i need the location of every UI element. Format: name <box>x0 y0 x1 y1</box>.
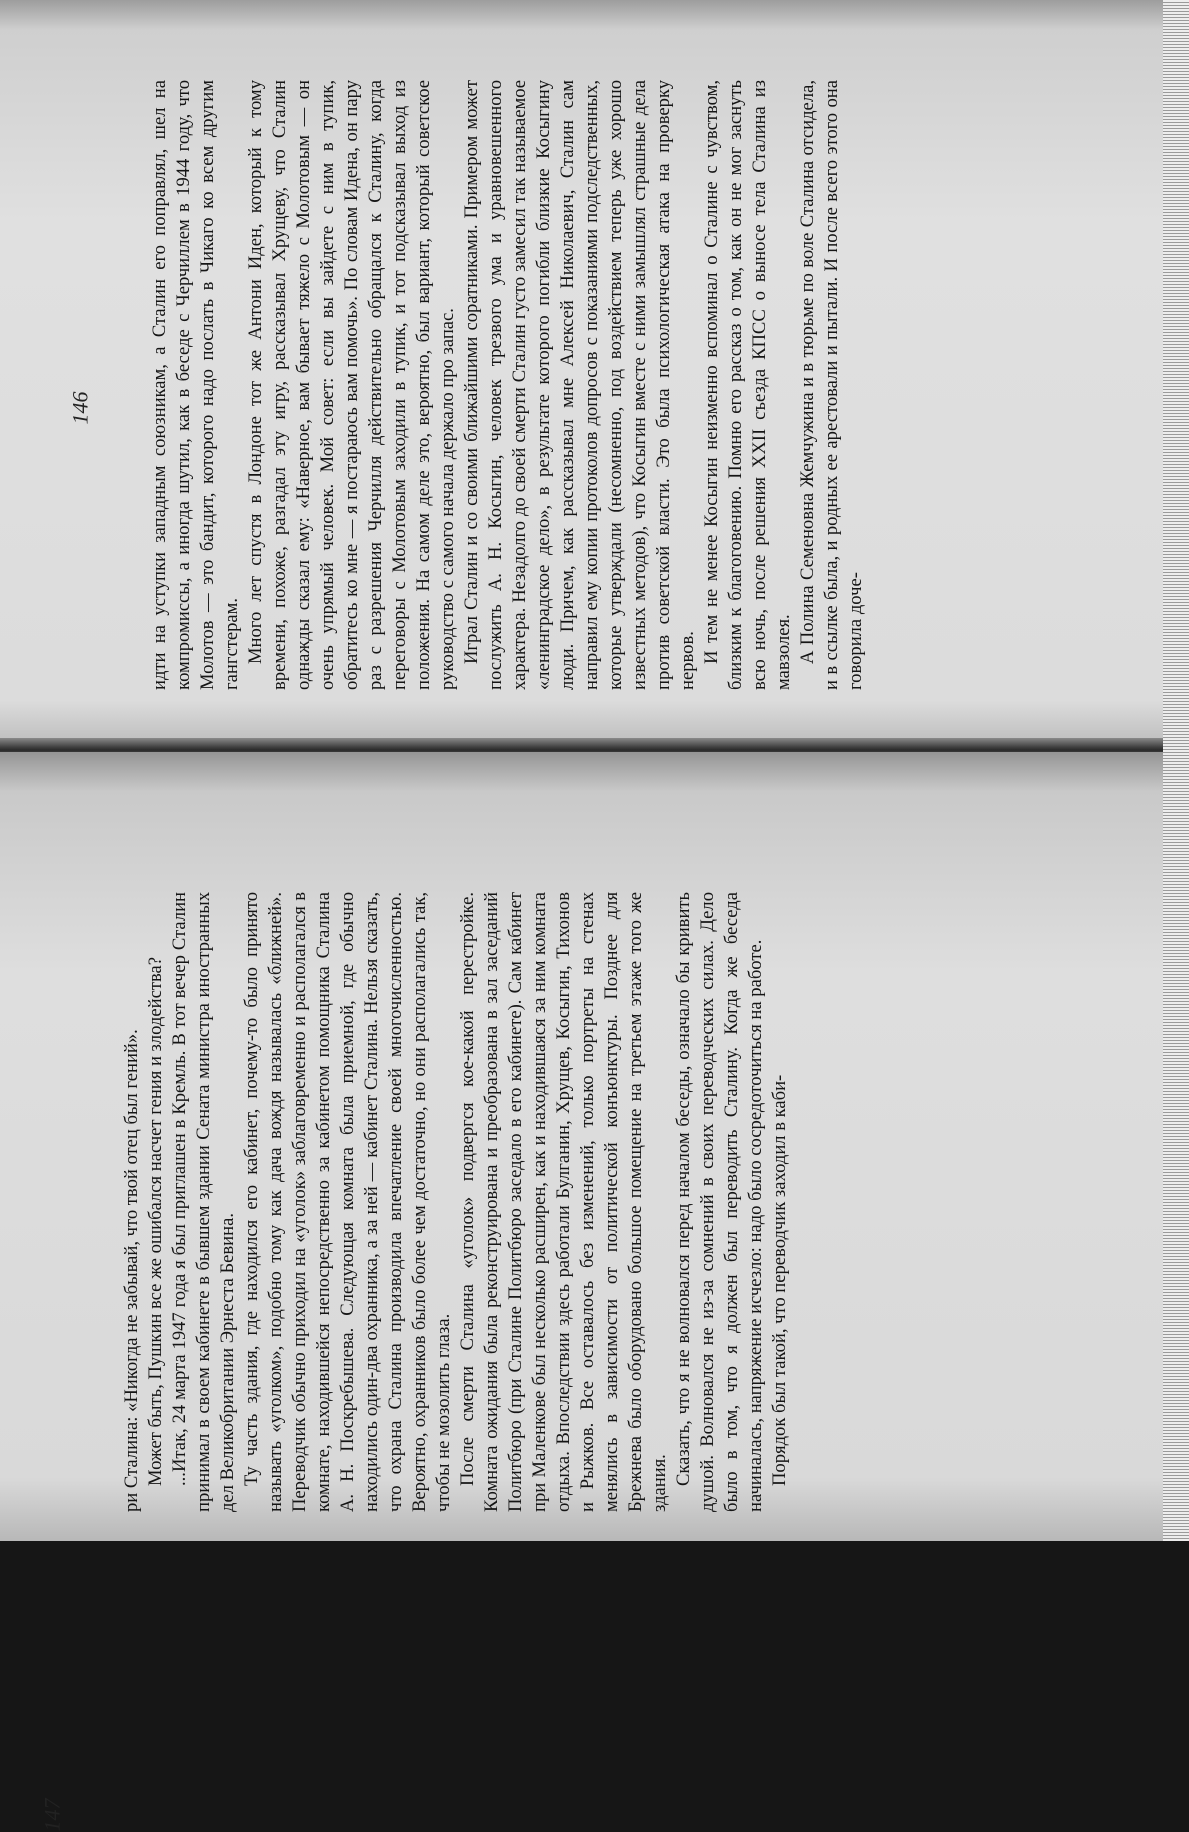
paragraph: Играл Сталин и со своими ближайшими соратниками. Примером может послужить А. Н. Косыгин, человек трезвого ума и уравновешенного характера. Незадолго до своей смерти Сталин густо замесил так называемое «ленинградское дело», в результате которого погибли близкие Косыгину люди. Причем, как рассказывал мне Алексей Николаевич, Сталин сам направил ему копии протоколов допросов с показаниями подследственных, которые утверждали (несомненно, под воздействием теперь уже хорошо известных методов), что Косыгин вместе с ними замышлял страшные дела против советской власти. Это была психологическая атака на проверку нервов. <box>461 80 698 690</box>
paragraph: И тем не менее Косыгин неизменно вспоминал о Сталине с чувством, близким к благоговению. Помню его рассказ о том, как он не мог заснуть всю ночь, после решения XXII съезда КПСС о выносе тела Сталина из мавзолея. <box>701 80 794 690</box>
paragraph: ри Сталина: «Никогда не забывай, что твой отец был гений». <box>121 1029 142 1512</box>
page-edges <box>1163 0 1189 1541</box>
page-147-text <box>120 892 1060 1512</box>
paragraph: Порядок был такой, что переводчик заходил в каби- <box>769 1074 790 1486</box>
paragraph: А Полина Семеновна Жемчужина и в тюрьме по воле Сталина отсидела, и в ссылке была, и родных ее арестовали и пытали. И после всего этого она говорила доче- <box>797 80 866 690</box>
page-number: 146 <box>67 391 93 425</box>
paragraph: После смерти Сталина «уголок» подвергся кое-какой перестройке. Комната ожидания была реконструирована и преобразована в зал заседаний Политбюро (при Сталине Политбюро заседало в его кабинете). Сам кабинет при Маленкове был несколько расширен, как и находившаяся за ним комната отдыха. Впоследствии здесь работали Булганин, Хрущев, Косыгин, Тихонов и Рыжков. Все оставалось без изменений, только портреты на стенах менялись в зависимости от политической конъюнктуры. Позднее для Брежнева было оборудовано большое помещение на третьем этаже того же здания. <box>457 892 670 1512</box>
paragraph: ...Итак, 24 марта 1947 года я был приглашен в Кремль. В тот вечер Сталин принимал в своем кабинете в бывшем здании Сената министра иностранных дел Великобритании Эрнеста Бевина. <box>169 892 238 1512</box>
page-146-text <box>148 80 866 690</box>
page-number: 147 <box>39 1798 65 1832</box>
paragraph: идти на уступки западным союзникам, а Сталин его поправлял, шел на компромиссы, а иногда шутил, как в беседе с Черчиллем в 1944 году, что Молотов — это бандит, которого надо послать в Чикаго ко всем другим гангстерам. <box>149 80 242 690</box>
paragraph: Много лет спустя в Лондоне тот же Антони Иден, который к тому времени, похоже, разгадал эту игру, рассказывал Хрущеву, что Сталин однажды сказал ему: «Наверное, вам бывает тяжело с Молотовым — он очень упрямый человек. Мой совет: если вы зайдете с ним в тупик, обратитесь ко мне — я постараюсь вам помочь». По словам Идена, он пару раз с разрешения Черчилля действительно обращался к Сталину, когда переговоры с Молотовым заходили в тупик, и тот подсказывал выход из положения. На самом деле это, вероятно, был вариант, который советское руководство с самого начала держало про запас. <box>245 80 458 690</box>
book-page-146 <box>0 0 1189 745</box>
paragraph: Может быть, Пушкин все же ошибался насчет гения и злодейства? <box>145 956 166 1486</box>
paragraph: Ту часть здания, где находился его кабинет, почему-то было принято называть «уголком», подобно тому как дача вождя называлась «ближней». Переводчик обычно приходил на «уголок» заблаговременно и располагался в комнате, находившейся непосредственно за кабинетом помощника Сталина А. Н. Поскребышева. Следующая комната была приемной, где обычно находились один-два охранника, а за ней — кабинет Сталина. Нельзя сказать, что охрана Сталина производила впечатление своей многочисленностью. Вероятно, охранников было более чем достаточно, но они располагались так, чтобы не мозолить глаза. <box>241 892 454 1512</box>
book-page-147 <box>0 752 1189 1832</box>
paragraph: Сказать, что я не волновался перед началом беседы, означало бы кривить душой. Волновался не из-за сомнений в своих переводческих силах. Дело было в том, что я должен был переводить Сталину. Когда же беседа начиналась, напряжение исчезло: надо было сосредоточиться на работе. <box>673 892 766 1512</box>
